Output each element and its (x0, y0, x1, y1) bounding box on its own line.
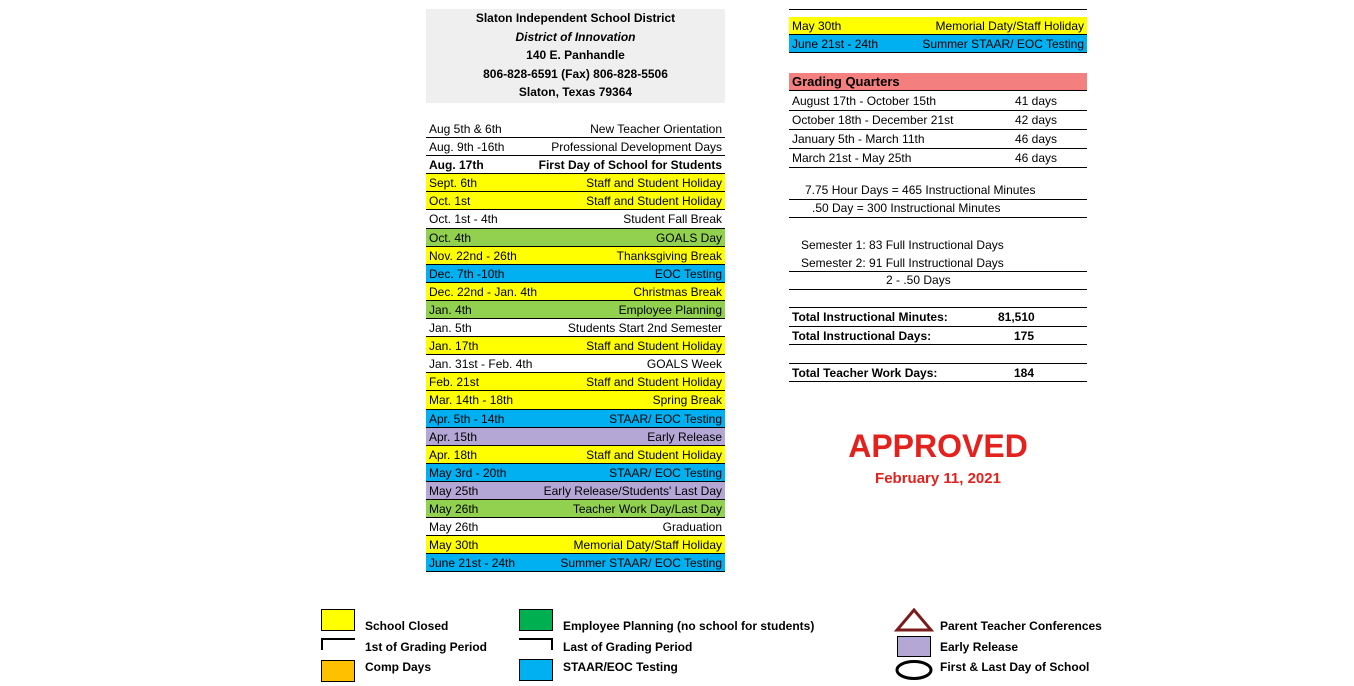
grading-quarter-row (789, 130, 1087, 149)
divider (789, 9, 1087, 10)
triangle-icon (894, 608, 934, 632)
event-row (426, 247, 725, 265)
event-description: Memorial Daty/Staff Holiday (935, 19, 1084, 33)
first-grading-bracket-icon (321, 638, 355, 650)
event-row (426, 283, 725, 301)
staar-swatch (519, 659, 553, 681)
event-row (426, 337, 725, 355)
event-description: Early Release (647, 429, 722, 444)
comp-days-label: Comp Days (365, 660, 432, 674)
event-row (426, 156, 725, 174)
approved-stamp: APPROVED (848, 428, 1028, 464)
event-date: Apr. 5th - 14th (429, 411, 505, 426)
event-description: Student Fall Break (623, 212, 722, 227)
first-grading-label: 1st of Grading Period (365, 640, 488, 654)
total-days-label: Total Instructional Days: (792, 329, 932, 343)
event-date: Aug. 9th -16th (429, 140, 505, 155)
event-row (426, 373, 725, 391)
event-description: EOC Testing (654, 266, 722, 281)
quarter-days: 46 days (1015, 151, 1058, 165)
divider (789, 217, 1087, 218)
event-date: Dec. 22nd - Jan. 4th (429, 284, 538, 299)
event-date: June 21st - 24th (429, 556, 516, 571)
quarter-days: 42 days (1015, 113, 1058, 127)
event-row (426, 229, 725, 247)
event-date: Apr. 15th (429, 429, 478, 444)
half-day-info: .50 Day = 300 Instructional Minutes (812, 201, 1001, 215)
event-row (426, 446, 725, 464)
event-description: Students Start 2nd Semester (567, 321, 722, 336)
employee-planning-swatch (519, 609, 553, 631)
event-row (426, 138, 725, 156)
district-header (426, 9, 725, 103)
grading-quarter-row (789, 111, 1087, 130)
semester2-info: Semester 2: 91 Full Instructional Days (801, 256, 1004, 270)
event-date: May 3rd - 20th (429, 465, 507, 480)
event-row (426, 120, 725, 138)
parent-teacher-label: Parent Teacher Conferences (940, 619, 1102, 633)
event-date: May 26th (429, 501, 479, 516)
event-description: Employee Planning (618, 302, 722, 317)
event-date: Oct. 1st (429, 194, 471, 209)
event-row (789, 17, 1087, 35)
event-date: Oct. 4th (429, 230, 472, 245)
event-description: New Teacher Orientation (590, 122, 722, 136)
event-date: Feb. 21st (429, 375, 480, 390)
event-description: Summer STAAR/ EOC Testing (922, 37, 1084, 52)
quarter-range: March 21st - May 25th (792, 151, 912, 165)
employee-planning-label: Employee Planning (no school for students) (563, 619, 815, 633)
event-date: June 21st - 24th (792, 37, 879, 52)
event-date: Aug. 17th (429, 158, 484, 173)
district-phone: 806-828-6591 (Fax) 806-828-5506 (483, 66, 668, 81)
event-description: Graduation (662, 520, 722, 535)
hour-days-info: 7.75 Hour Days = 465 Instructional Minutes (805, 183, 1036, 197)
quarter-range: August 17th - October 15th (792, 94, 937, 108)
grading-quarters-list (789, 92, 1087, 168)
event-row (426, 174, 725, 192)
school-closed-swatch (321, 609, 355, 631)
event-description: First Day of School for Students (538, 158, 722, 173)
event-description: Thanksgiving Break (616, 248, 722, 263)
event-date: May 30th (792, 19, 842, 33)
semester1-info: Semester 1: 83 Full Instructional Days (801, 238, 1004, 252)
total-minutes-label: Total Instructional Minutes: (792, 310, 948, 324)
first-last-day-label: First & Last Day of School (940, 660, 1090, 674)
event-date: May 25th (429, 483, 479, 498)
event-date: Aug 5th & 6th (429, 122, 502, 136)
event-date: Jan. 5th (429, 321, 472, 336)
event-description: Staff and Student Holiday (586, 339, 722, 354)
event-description: Staff and Student Holiday (586, 447, 722, 462)
event-description: Christmas Break (633, 284, 722, 299)
event-description: Staff and Student Holiday (586, 194, 722, 209)
staar-label: STAAR/EOC Testing (563, 660, 678, 674)
event-description: Teacher Work Day/Last Day (572, 501, 722, 516)
event-description: STAAR/ EOC Testing (609, 411, 722, 426)
event-description: Staff and Student Holiday (586, 375, 722, 390)
last-grading-label: Last of Grading Period (563, 640, 693, 654)
event-row (426, 265, 725, 283)
event-row (426, 301, 725, 319)
event-row (426, 464, 725, 482)
event-row (426, 518, 725, 536)
event-description: Staff and Student Holiday (586, 176, 722, 191)
event-date: Mar. 14th - 18th (429, 393, 514, 408)
event-description: GOALS Week (646, 357, 722, 372)
event-description: Early Release/Students' Last Day (543, 483, 722, 498)
quarter-range: January 5th - March 11th (792, 132, 925, 146)
event-date: Jan. 4th (429, 302, 472, 317)
quarter-days: 46 days (1015, 132, 1058, 146)
event-description: GOALS Day (655, 230, 722, 245)
event-list (426, 120, 725, 572)
total-work-days-value: 184 (1014, 366, 1035, 380)
event-date: Jan. 31st - Feb. 4th (429, 357, 533, 372)
event-date: Dec. 7th -10th (429, 266, 505, 281)
event-description: Summer STAAR/ EOC Testing (560, 556, 722, 571)
event-date: Jan. 17th (429, 339, 479, 354)
right-event-list (789, 9, 1087, 53)
grading-quarter-row (789, 149, 1087, 168)
event-row (426, 391, 725, 409)
divider (789, 381, 1087, 382)
total-days-value: 175 (1014, 329, 1035, 343)
early-release-swatch (897, 636, 931, 657)
event-row (789, 35, 1087, 53)
school-closed-label: School Closed (365, 619, 449, 633)
event-date: Apr. 18th (429, 447, 478, 462)
district-tagline: District of Innovation (515, 29, 636, 44)
approved-date: February 11, 2021 (875, 470, 1001, 487)
district-name: Slaton Independent School District (475, 11, 676, 25)
event-row (426, 410, 725, 428)
event-description: Spring Break (652, 393, 722, 408)
total-work-days-label: Total Teacher Work Days: (792, 366, 938, 380)
comp-days-swatch (321, 660, 355, 682)
event-description: STAAR/ EOC Testing (609, 465, 722, 480)
event-row (426, 536, 725, 554)
quarter-days: 41 days (1015, 94, 1058, 108)
last-grading-bracket-icon (519, 638, 553, 650)
event-description: Memorial Daty/Staff Holiday (573, 538, 722, 553)
divider (789, 344, 1087, 345)
grading-quarters-title: Grading Quarters (789, 73, 1087, 91)
total-minutes-value: 81,510 (998, 310, 1035, 324)
event-row (426, 500, 725, 518)
event-row (426, 192, 725, 210)
district-city: Slaton, Texas 79364 (518, 85, 633, 100)
event-row (426, 554, 725, 572)
divider (789, 289, 1087, 290)
event-row (426, 319, 725, 337)
event-row (426, 428, 725, 446)
half-days-info: 2 - .50 Days (886, 273, 951, 287)
event-date: May 26th (429, 520, 479, 535)
event-description: Professional Development Days (551, 140, 722, 155)
event-date: Sept. 6th (429, 176, 478, 191)
grading-quarter-row (789, 92, 1087, 111)
event-date: Oct. 1st - 4th (429, 212, 498, 227)
early-release-label: Early Release (940, 640, 1019, 654)
district-address: 140 E. Panhandle (526, 48, 625, 63)
event-row (426, 355, 725, 373)
event-row (426, 210, 725, 228)
event-date: May 30th (429, 538, 479, 553)
oval-icon (894, 659, 934, 681)
quarter-range: October 18th - December 21st (792, 113, 954, 127)
event-row (426, 482, 725, 500)
event-date: Nov. 22nd - 26th (429, 248, 517, 263)
